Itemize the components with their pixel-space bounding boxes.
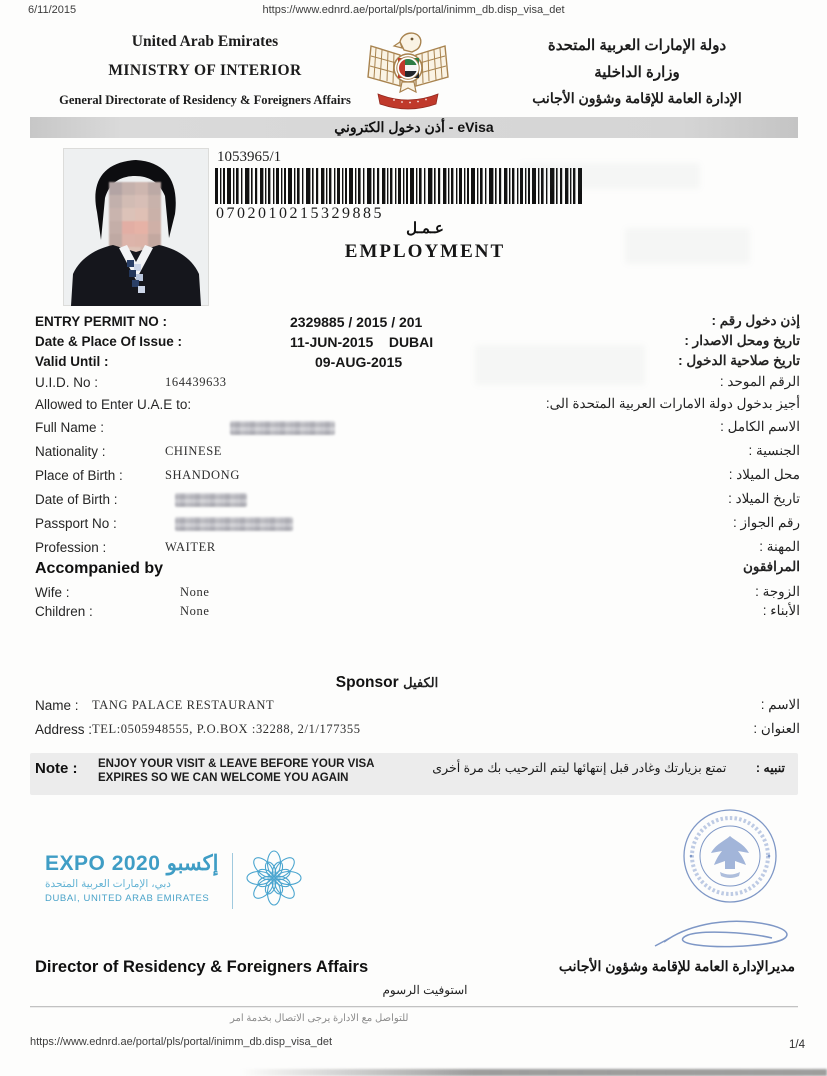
page-number: 1/4 xyxy=(789,1039,805,1051)
field-label-arabic: محل الميلاد : xyxy=(728,467,800,482)
field-label: U.I.D. No : xyxy=(35,375,99,390)
field-label-arabic: رقم الجواز : xyxy=(732,515,800,530)
field-label: Valid Until : xyxy=(35,354,109,369)
applicant-photo xyxy=(63,148,209,306)
field-label-arabic: الاسم الكامل : xyxy=(720,419,800,434)
field-label: Place of Birth : xyxy=(35,468,123,483)
print-date: 6/11/2015 xyxy=(28,4,77,16)
letterhead-arabic xyxy=(487,36,787,116)
country-name-en: United Arab Emirates xyxy=(131,33,279,50)
redacted-value xyxy=(175,517,293,531)
barcode-number: 0702010215329885 xyxy=(216,205,384,222)
field-passport-no xyxy=(35,516,800,536)
field-valid-until xyxy=(35,354,800,374)
field-nationality xyxy=(35,444,800,464)
field-label: Wife : xyxy=(35,585,70,600)
field-label: Profession : xyxy=(35,540,107,555)
field-value: CHINESE xyxy=(165,444,222,458)
visa-type-english: EMPLOYMENT xyxy=(344,241,506,262)
note-sentence-arabic: تمتع بزيارتك وغادر قبل إنتهائها ليتم الترحيب بك مرة أخرى xyxy=(432,761,727,775)
directorate-name-en: General Directorate of Residency & Foreigners Affairs xyxy=(59,93,351,107)
expo-logo-divider xyxy=(232,853,233,909)
field-label: Nationality : xyxy=(35,444,106,459)
expo-2020-logo xyxy=(45,851,219,904)
visa-type-arabic: عـمـل xyxy=(406,220,444,237)
field-label-arabic: الجنسية : xyxy=(748,443,800,458)
redacted-value xyxy=(175,493,247,507)
country-name-ar: دولة الإمارات العربية المتحدة xyxy=(547,37,727,54)
evisa-title-banner: أذن دخول الكتروني - eVisa xyxy=(30,117,798,138)
expo-subtitle-ar: دبي، الإمارات العربية المتحدة xyxy=(45,878,171,890)
section-accompanied-by xyxy=(35,560,800,580)
field-label-arabic: تاريخ ومحل الاصدار : xyxy=(684,333,800,348)
field-value: 11-JUN-2015 DUBAI xyxy=(290,334,434,350)
field-label-arabic: تاريخ الميلاد : xyxy=(728,491,800,506)
field-label-arabic: إذن دخول رقم : xyxy=(711,313,800,328)
director-signature xyxy=(652,912,797,957)
field-value: None xyxy=(180,604,210,618)
letterhead-english xyxy=(40,33,370,108)
note-text-arabic xyxy=(432,760,785,775)
field-value: TEL:0505948555, P.O.BOX :32288, 2/1/177355 xyxy=(92,722,361,736)
sponsor-heading-ar: الكفيل xyxy=(403,675,439,690)
field-profession xyxy=(35,540,800,560)
visa-type xyxy=(300,219,550,263)
field-value: WAITER xyxy=(165,540,216,554)
field-value: None xyxy=(180,585,210,599)
field-label-arabic: الزوجة : xyxy=(755,584,800,599)
field-value: 2329885 / 2015 / 201 xyxy=(290,314,423,330)
field-sponsor-address xyxy=(35,722,800,742)
field-children xyxy=(35,604,800,624)
field-date-of-birth xyxy=(35,492,800,512)
redacted-value xyxy=(230,421,335,435)
field-label: Name : xyxy=(35,698,79,713)
sponsor-heading xyxy=(290,674,490,692)
field-label: Address : xyxy=(35,722,93,737)
contact-note-ar: للتواصل مع الادارة يرجى الاتصال بخدمة امر xyxy=(230,1013,409,1024)
scan-bleed-artifact xyxy=(520,163,700,189)
footer-url: https://www.ednrd.ae/portal/pls/portal/inimm_db.disp_visa_det xyxy=(30,1036,333,1048)
expo-rosette-icon xyxy=(246,850,302,906)
ministry-name-ar: وزارة الداخلية xyxy=(594,64,680,81)
directorate-name-ar: الإدارة العامة للإقامة وشؤون الأجانب xyxy=(532,90,742,106)
field-label: Date & Place Of Issue : xyxy=(35,334,183,349)
fees-collected-ar: استوفيت الرسوم xyxy=(382,983,468,997)
scan-bleed-artifact xyxy=(625,228,750,264)
expo-title-ar: إكسبو xyxy=(166,852,219,875)
field-label: Children : xyxy=(35,604,93,619)
field-entry-permit xyxy=(35,314,800,334)
field-label-arabic: الرقم الموحد : xyxy=(719,374,800,389)
note-text-english xyxy=(98,758,375,785)
field-uid xyxy=(35,375,800,395)
expo-subtitle-en: DUBAI, UNITED ARAB EMIRATES xyxy=(45,893,210,904)
note-label-arabic: تنبيه : xyxy=(755,761,785,775)
note-line-1: ENJOY YOUR VISIT & LEAVE BEFORE YOUR VISA xyxy=(98,758,375,770)
field-label-arabic: الأبناء : xyxy=(762,603,800,618)
footer-divider xyxy=(30,1006,798,1007)
field-label: Allowed to Enter U.A.E to: xyxy=(35,397,192,412)
field-label-arabic: العنوان : xyxy=(753,721,800,736)
section-heading: Accompanied by xyxy=(35,560,164,577)
expo-title-en: EXPO 2020 xyxy=(45,852,161,875)
print-url: https://www.ednrd.ae/portal/pls/portal/inimm_db.disp_visa_det xyxy=(262,4,565,16)
director-title-ar: مديرالإدارة العامة للإقامة وشؤون الأجانب xyxy=(558,958,795,974)
field-full-name xyxy=(35,420,800,440)
barcode-top-number: 1053965/1 xyxy=(217,149,282,165)
scan-edge-artifact xyxy=(240,1069,827,1076)
field-allowed-to-enter xyxy=(35,397,800,417)
note-line-2: EXPIRES SO WE CAN WELCOME YOU AGAIN xyxy=(98,771,349,784)
official-seal-icon xyxy=(680,806,780,906)
field-issue xyxy=(35,334,800,354)
field-label: ENTRY PERMIT NO : xyxy=(35,314,168,329)
field-label-arabic: أجيز بدخول دولة الامارات العربية المتحدة الى: xyxy=(545,396,800,411)
director-title-en: Director of Residency & Foreigners Affairs xyxy=(35,958,369,976)
field-label: Date of Birth : xyxy=(35,492,118,507)
field-label-arabic: الاسم : xyxy=(760,697,800,712)
field-label-arabic: تاريخ صلاحية الدخول : xyxy=(678,353,800,368)
ministry-name-en: MINISTRY OF INTERIOR xyxy=(108,62,302,79)
field-place-of-birth xyxy=(35,468,800,488)
field-label: Full Name : xyxy=(35,420,105,435)
field-value: SHANDONG xyxy=(165,468,240,482)
field-wife xyxy=(35,585,800,605)
uae-emblem-icon xyxy=(362,26,454,116)
field-label: Passport No : xyxy=(35,516,117,531)
field-value: 164439633 xyxy=(165,375,227,389)
field-value: 09-AUG-2015 xyxy=(315,354,403,370)
sponsor-heading-en: Sponsor xyxy=(335,674,399,691)
field-sponsor-name xyxy=(35,698,800,718)
field-value: TANG PALACE RESTAURANT xyxy=(92,698,275,712)
section-heading-arabic: المرافقون xyxy=(742,559,800,574)
field-label-arabic: المهنة : xyxy=(759,539,800,554)
note-label: Note : xyxy=(35,760,78,777)
